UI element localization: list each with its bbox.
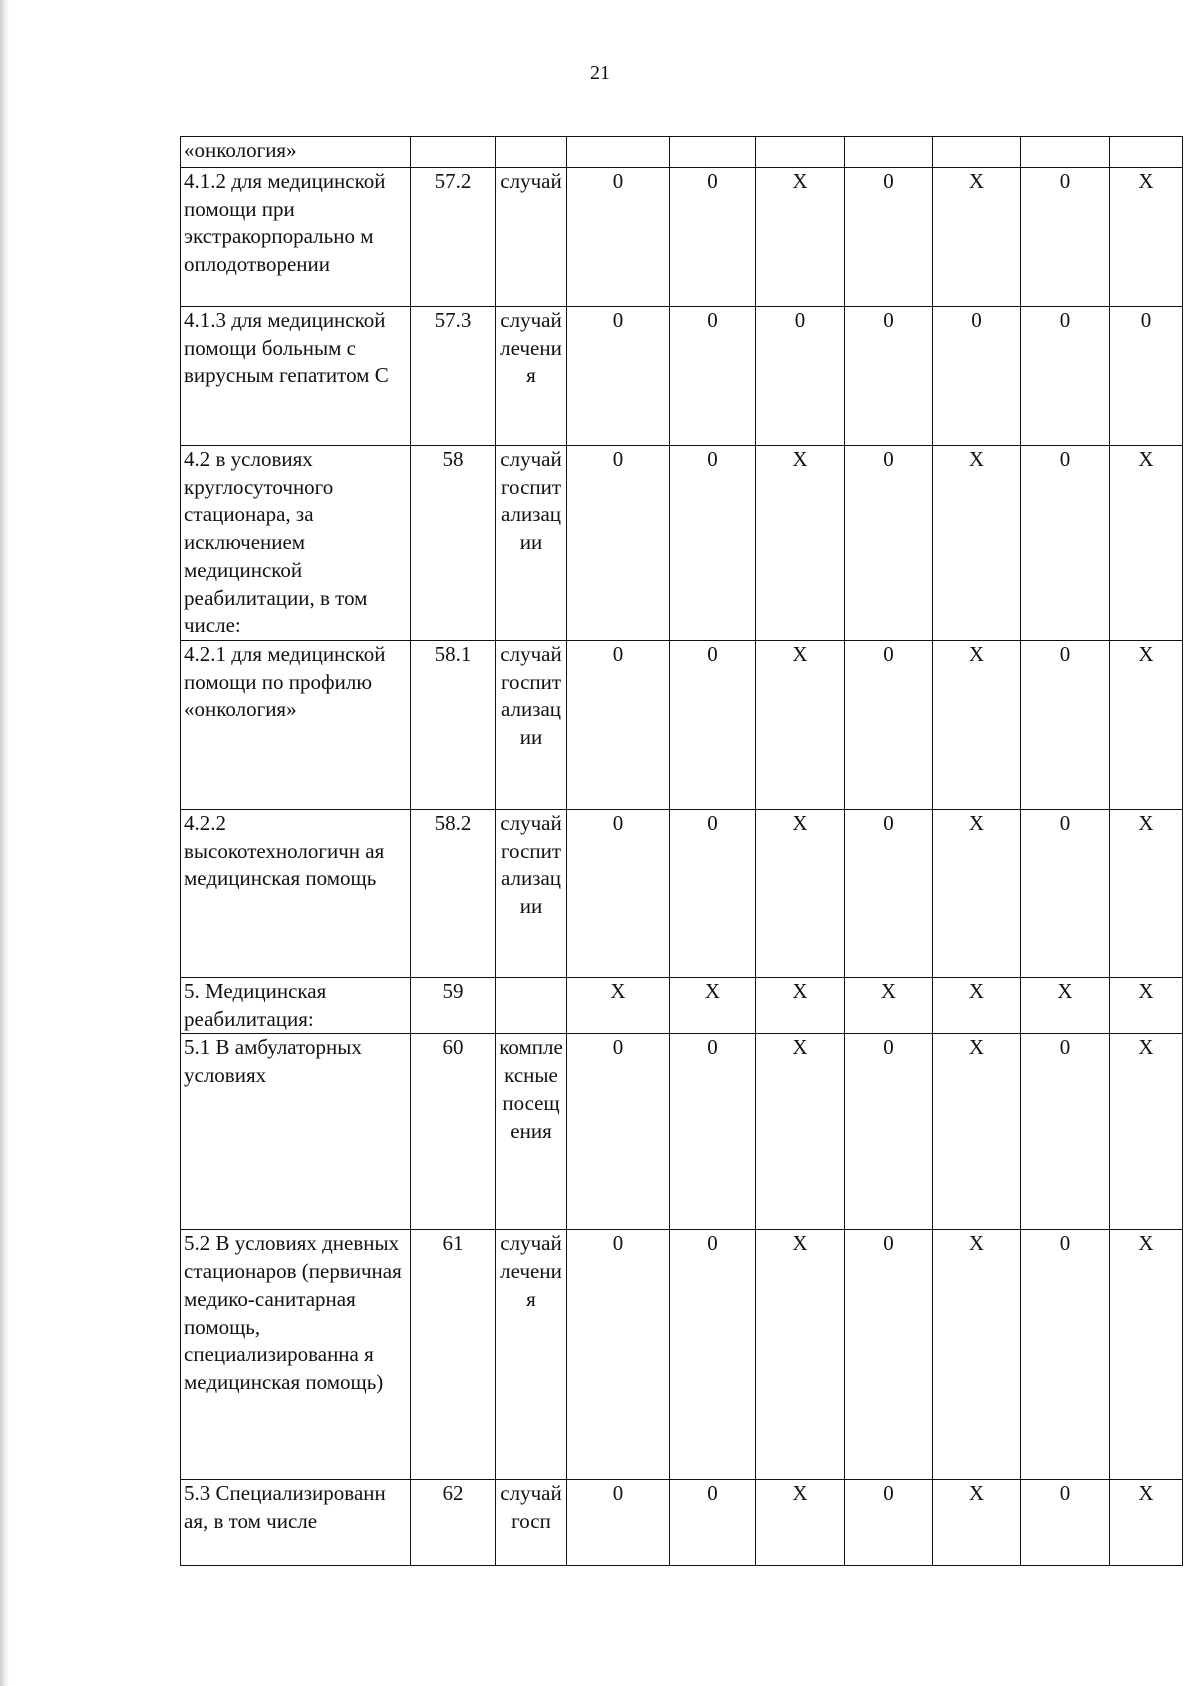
- row-unit: случай госп: [496, 1480, 567, 1566]
- row-name: 5.3 Специализированн ая, в том числе: [181, 1480, 411, 1566]
- row-value: X: [933, 978, 1021, 1034]
- row-value: X: [933, 168, 1021, 307]
- row-value: [1021, 137, 1110, 168]
- row-value: X: [756, 168, 845, 307]
- row-value: X: [670, 978, 756, 1034]
- row-value: X: [1110, 810, 1183, 978]
- row-code: 58: [411, 446, 496, 641]
- row-name: 4.2 в условиях круглосуточного стационара, за исключением медицинской реабилитации, в том числе:: [181, 446, 411, 641]
- row-value: [670, 137, 756, 168]
- row-value: 0: [567, 1034, 670, 1230]
- row-value: X: [933, 641, 1021, 810]
- row-code: 58.1: [411, 641, 496, 810]
- row-name: 5. Медицинская реабилитация:: [181, 978, 411, 1034]
- row-value: 0: [845, 641, 933, 810]
- row-name: 4.1.2 для медицинской помощи при экстракорпорально м оплодотворении: [181, 168, 411, 307]
- row-value: X: [756, 978, 845, 1034]
- row-value: 0: [845, 1230, 933, 1480]
- row-value: X: [567, 978, 670, 1034]
- row-unit: случай лечения: [496, 307, 567, 446]
- row-value: 0: [845, 307, 933, 446]
- row-unit: случай госпитализации: [496, 446, 567, 641]
- row-value: X: [1110, 641, 1183, 810]
- row-value: 0: [1021, 641, 1110, 810]
- row-name: 5.1 В амбулаторных условиях: [181, 1034, 411, 1230]
- row-code: 62: [411, 1480, 496, 1566]
- row-name: 4.2.1 для медицинской помощи по профилю «онкология»: [181, 641, 411, 810]
- row-value: 0: [756, 307, 845, 446]
- row-value: X: [1110, 978, 1183, 1034]
- row-value: 0: [845, 1480, 933, 1566]
- row-name: «онкология»: [181, 137, 411, 168]
- table-row: [181, 810, 1183, 978]
- row-value: 0: [1021, 1230, 1110, 1480]
- row-value: 0: [845, 446, 933, 641]
- row-value: 0: [1021, 168, 1110, 307]
- row-unit: случай госпитализации: [496, 810, 567, 978]
- row-value: X: [756, 446, 845, 641]
- table-row: [181, 1480, 1183, 1566]
- row-name: 5.2 В условиях дневных стационаров (первичная медико-санитарная помощь, специализированна я медицинская помощь): [181, 1230, 411, 1480]
- row-value: 0: [670, 446, 756, 641]
- row-value: X: [1021, 978, 1110, 1034]
- row-value: [933, 137, 1021, 168]
- row-value: 0: [567, 1480, 670, 1566]
- row-value: X: [845, 978, 933, 1034]
- row-value: 0: [845, 810, 933, 978]
- row-value: X: [756, 641, 845, 810]
- row-code: 58.2: [411, 810, 496, 978]
- row-value: X: [933, 1034, 1021, 1230]
- row-unit: [496, 978, 567, 1034]
- row-value: X: [933, 446, 1021, 641]
- row-value: [567, 137, 670, 168]
- row-value: 0: [567, 168, 670, 307]
- row-unit: случай госпитализации: [496, 641, 567, 810]
- row-code: [411, 137, 496, 168]
- row-code: 57.3: [411, 307, 496, 446]
- table-body: [181, 137, 1183, 1566]
- row-value: X: [756, 1034, 845, 1230]
- row-value: 0: [567, 810, 670, 978]
- row-value: 0: [1021, 307, 1110, 446]
- row-value: 0: [567, 446, 670, 641]
- row-unit: комплексные посещения: [496, 1034, 567, 1230]
- row-value: 0: [1021, 810, 1110, 978]
- row-code: 61: [411, 1230, 496, 1480]
- row-value: [845, 137, 933, 168]
- row-value: 0: [567, 1230, 670, 1480]
- row-value: X: [1110, 446, 1183, 641]
- table-row: [181, 446, 1183, 641]
- table-row: [181, 168, 1183, 307]
- row-value: X: [933, 810, 1021, 978]
- row-value: X: [1110, 1034, 1183, 1230]
- row-unit: [496, 137, 567, 168]
- page-number: 21: [590, 62, 610, 84]
- row-value: 0: [670, 1480, 756, 1566]
- row-value: X: [756, 1230, 845, 1480]
- row-name: 4.2.2 высокотехнологичн ая медицинская помощь: [181, 810, 411, 978]
- row-value: 0: [1110, 307, 1183, 446]
- table-row: [181, 1230, 1183, 1480]
- table-row: [181, 307, 1183, 446]
- row-value: 0: [933, 307, 1021, 446]
- row-value: 0: [567, 307, 670, 446]
- row-value: 0: [670, 1034, 756, 1230]
- row-value: 0: [1021, 1480, 1110, 1566]
- scan-edge: [0, 0, 9, 1686]
- data-table: [180, 136, 1183, 1566]
- row-value: X: [756, 810, 845, 978]
- row-unit: случай лечения: [496, 1230, 567, 1480]
- row-name: 4.1.3 для медицинской помощи больным с вирусным гепатитом С: [181, 307, 411, 446]
- row-value: X: [933, 1480, 1021, 1566]
- row-value: 0: [567, 641, 670, 810]
- row-value: X: [933, 1230, 1021, 1480]
- table-row: [181, 641, 1183, 810]
- row-value: X: [1110, 168, 1183, 307]
- row-value: 0: [670, 641, 756, 810]
- table-row: [181, 978, 1183, 1034]
- row-value: 0: [1021, 1034, 1110, 1230]
- table-row: [181, 137, 1183, 168]
- row-value: 0: [670, 810, 756, 978]
- row-unit: случай: [496, 168, 567, 307]
- row-code: 60: [411, 1034, 496, 1230]
- row-value: X: [756, 1480, 845, 1566]
- row-value: 0: [845, 168, 933, 307]
- row-value: 0: [670, 1230, 756, 1480]
- row-code: 59: [411, 978, 496, 1034]
- row-value: 0: [1021, 446, 1110, 641]
- row-value: 0: [845, 1034, 933, 1230]
- row-value: [1110, 137, 1183, 168]
- row-value: X: [1110, 1230, 1183, 1480]
- row-value: [756, 137, 845, 168]
- table-row: [181, 1034, 1183, 1230]
- row-value: X: [1110, 1480, 1183, 1566]
- row-value: 0: [670, 168, 756, 307]
- row-code: 57.2: [411, 168, 496, 307]
- row-value: 0: [670, 307, 756, 446]
